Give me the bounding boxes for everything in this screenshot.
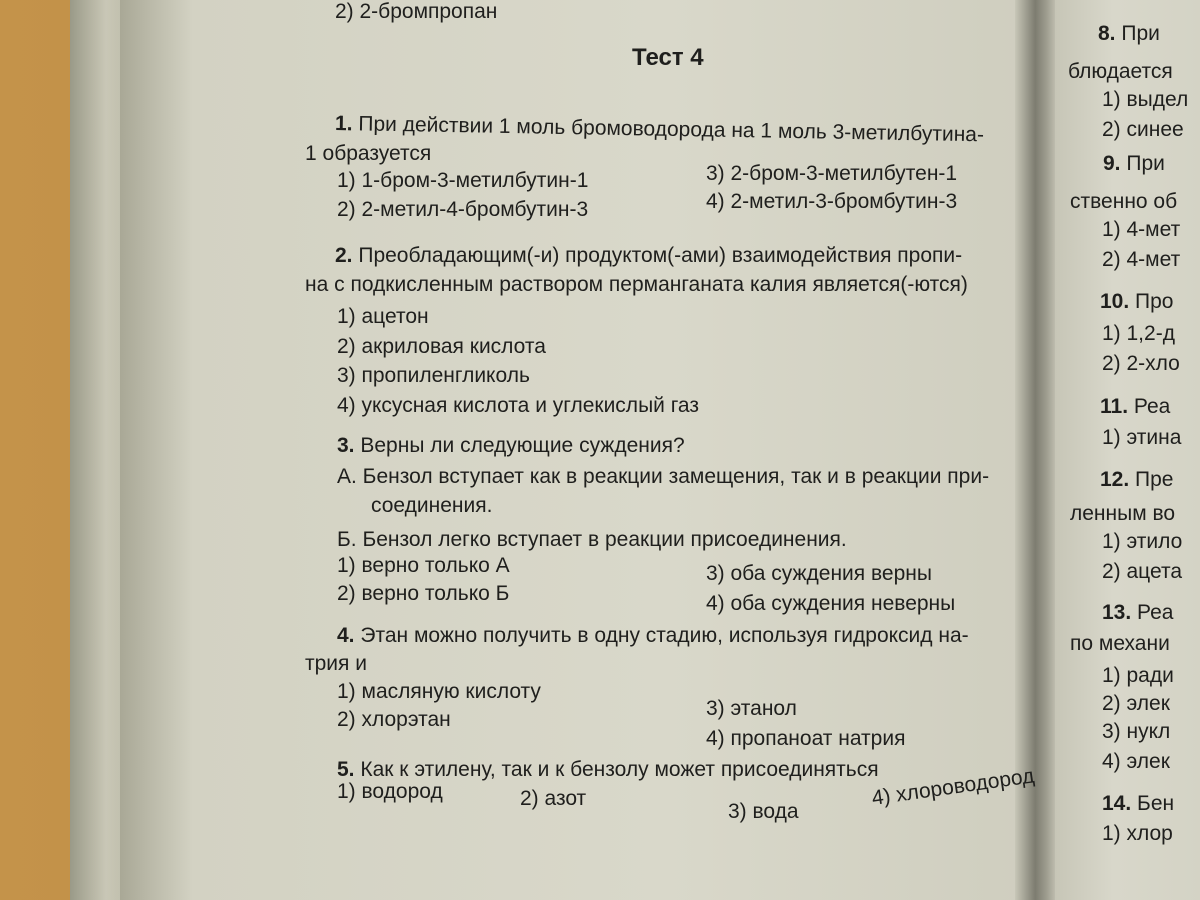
right-page-line [1102,601,1173,625]
question-text: Пре [1129,468,1174,491]
question-text: Верны ли следующие суждения? [360,434,685,457]
answer-option: 4) пропаноат натрия [706,727,906,750]
right-page-line [1102,792,1174,816]
question-number: 1. [334,112,353,136]
question-number: 9. [1103,152,1121,175]
question-2 [335,244,962,268]
right-page-line: ленным во [1070,502,1176,525]
question-number: 3. [337,434,355,457]
right-page-line: блюдается [1068,60,1173,83]
test-title: Тест 4 [632,44,704,71]
question-text: Про [1129,290,1174,313]
question-text-continued: трия и [305,652,367,675]
right-page-line: 4) элек [1102,750,1170,773]
question-number: 13. [1102,601,1132,624]
right-page-line: 1) ради [1102,664,1174,687]
right-page-line [1100,468,1174,492]
right-page-line: 1) выдел [1102,88,1189,111]
right-page-line [1098,22,1160,46]
question-number: 10. [1100,290,1130,313]
answer-option: 1) ацетон [337,305,429,328]
question-text: При [1115,22,1160,45]
right-page-line: 2) синее [1102,118,1184,141]
right-page-line: 1) хлор [1102,822,1173,845]
question-number: 14. [1102,792,1132,815]
right-page-line: по механи [1070,632,1170,655]
right-page-line: 1) 4-мет [1102,218,1181,241]
answer-option: 4) 2-метил-3-бромбутин-3 [706,190,958,213]
question-text: Реа [1128,395,1171,418]
statement-b: Б. Бензол легко вступает в реакции присоединения. [337,528,847,551]
question-text: Этан можно получить в одну стадию, используя гидроксид на- [360,624,969,647]
question-text-continued: 1 образуется [305,142,432,165]
right-page-line: ственно об [1070,190,1178,213]
answer-option: 3) пропиленгликоль [337,364,530,387]
question-text: При [1120,152,1165,175]
question-text: При действии 1 моль бромоводорода на 1 моль 3-метилбутина- [358,112,985,147]
answer-option: 2) акриловая кислота [337,335,546,358]
question-text: Как к этилену, так и к бензолу может присоединяться [360,758,879,781]
answer-option: 2) верно только Б [337,582,510,605]
answer-option: 4) хлороводород [870,764,1036,810]
question-number: 5. [337,758,355,781]
answer-option: 1) 1-бром-3-метилбутин-1 [337,169,589,192]
previous-answer-line: 2) 2-бромпропан [335,0,498,23]
answer-option: 2) 2-метил-4-бромбутин-3 [337,198,589,221]
question-3 [337,434,685,458]
answer-option: 1) верно только А [337,554,510,577]
statement-a: А. Бензол вступает как в реакции замещения, так и в реакции при- [337,465,990,488]
right-page-line: 1) 1,2-д [1102,322,1175,345]
answer-option: 2) азот [520,787,587,810]
answer-option: 3) оба суждения верны [706,562,932,585]
question-text-continued: на с подкисленным раствором перманганата калия является(-ются) [305,273,968,296]
right-page-line: 3) нукл [1102,720,1171,743]
right-page-line: 1) этило [1102,530,1183,553]
right-page-line: 2) 2-хло [1102,352,1180,375]
right-page-line: 2) ацета [1102,560,1183,583]
right-page-line [1103,152,1165,176]
answer-option: 1) водород [337,780,443,803]
question-text: Реа [1131,601,1174,624]
right-page-line [1100,395,1170,419]
statement-a-continued: соединения. [371,494,493,517]
right-page-line [1100,290,1174,314]
question-number: 11. [1100,395,1129,418]
question-number: 2. [335,244,353,267]
question-number: 12. [1100,468,1130,491]
right-page-line: 1) этина [1102,426,1182,449]
question-4 [337,624,969,648]
answer-option: 2) хлорэтан [337,708,451,731]
answer-option: 3) 2-бром-3-метилбутен-1 [706,162,958,185]
right-page-line: 2) 4-мет [1102,248,1181,271]
answer-option: 3) вода [728,800,799,823]
answer-option: 1) масляную кислоту [337,680,541,703]
question-5 [337,758,879,782]
question-text: Преобладающим(-и) продуктом(-ами) взаимодействия пропи- [358,244,963,267]
question-number: 4. [337,624,355,647]
answer-option: 3) этанол [706,697,797,720]
right-page-line: 2) элек [1102,692,1170,715]
question-number: 8. [1098,22,1116,45]
question-text: Бен [1131,792,1175,815]
answer-option: 4) оба суждения неверны [706,592,956,615]
answer-option: 4) уксусная кислота и углекислый газ [337,394,699,417]
